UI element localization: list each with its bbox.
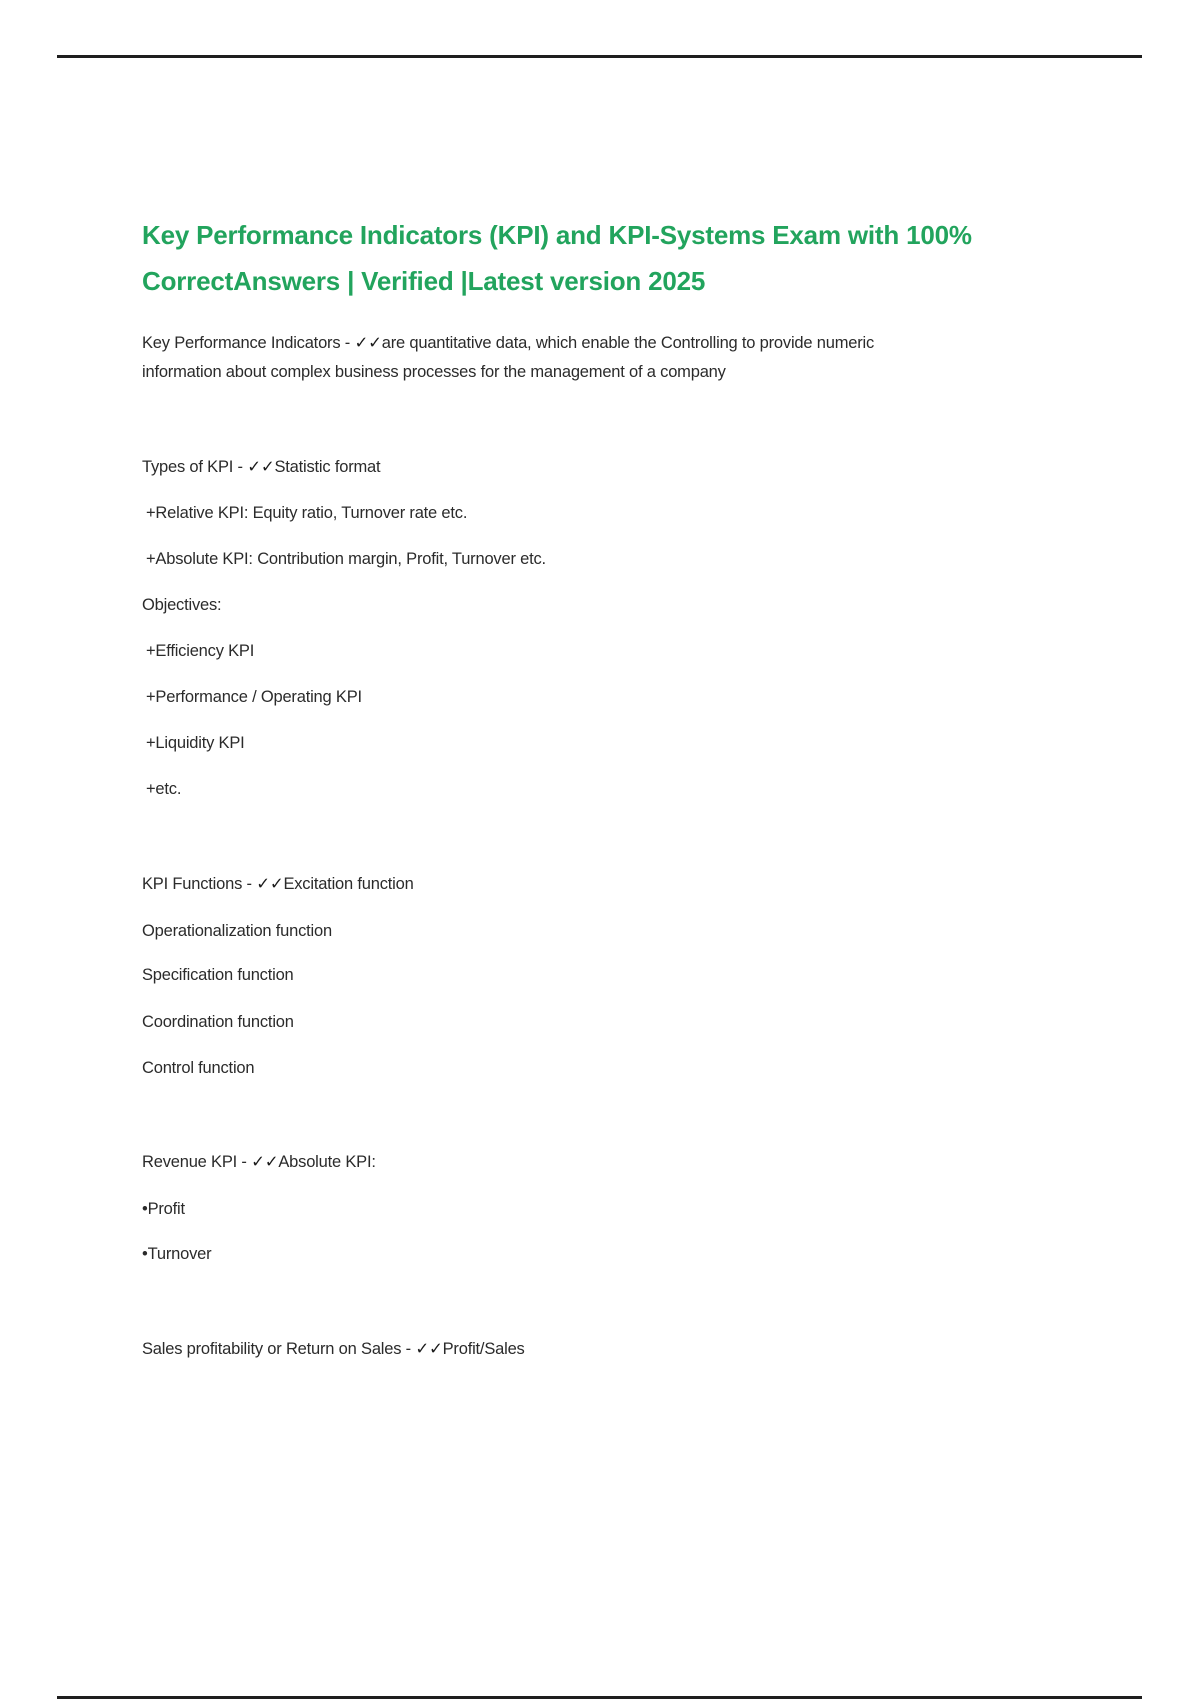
list-item: Specification function bbox=[142, 966, 294, 984]
list-item: Operationalization function bbox=[142, 922, 332, 940]
entry-kpi-definition bbox=[142, 332, 874, 354]
title-line-1: Key Performance Indicators (KPI) and KPI-Systems Exam with 100% bbox=[142, 220, 972, 250]
entry-term: Sales profitability or Return on Sales - bbox=[142, 1340, 416, 1358]
header-rule bbox=[57, 55, 1142, 58]
entry-term: Key Performance Indicators - bbox=[142, 334, 355, 352]
entry-answer: Statistic format bbox=[274, 458, 381, 476]
double-check-icon: ✓✓ bbox=[251, 1153, 279, 1171]
list-item: Coordination function bbox=[142, 1013, 294, 1031]
entry-answer-continuation: information about complex business processes for the management of a company bbox=[142, 363, 726, 381]
list-item: Control function bbox=[142, 1059, 255, 1077]
list-item: +Absolute KPI: Contribution margin, Profit, Turnover etc. bbox=[146, 550, 546, 568]
entry-term: KPI Functions - bbox=[142, 875, 257, 893]
footer-rule bbox=[57, 1696, 1142, 1699]
title-line-2: CorrectAnswers | Verified |Latest version 2025 bbox=[142, 266, 706, 296]
entry-kpi-functions bbox=[142, 873, 414, 895]
double-check-icon: ✓✓ bbox=[354, 334, 382, 352]
double-check-icon: ✓✓ bbox=[415, 1340, 443, 1358]
double-check-icon: ✓✓ bbox=[247, 458, 275, 476]
entry-answer: Excitation function bbox=[283, 875, 414, 893]
entry-types-of-kpi bbox=[142, 456, 380, 478]
entry-return-on-sales bbox=[142, 1338, 525, 1360]
list-subheading: Objectives: bbox=[142, 596, 222, 614]
entry-term: Types of KPI - bbox=[142, 458, 248, 476]
list-item: +Efficiency KPI bbox=[146, 642, 255, 660]
entry-term: Revenue KPI - bbox=[142, 1153, 252, 1171]
list-item: +Performance / Operating KPI bbox=[146, 688, 362, 706]
entry-answer: are quantitative data, which enable the Controlling to provide numeric bbox=[381, 334, 875, 352]
entry-answer: Absolute KPI: bbox=[278, 1153, 376, 1171]
double-check-icon: ✓✓ bbox=[256, 875, 284, 893]
bullet-item: •Profit bbox=[142, 1200, 185, 1218]
bullet-item: •Turnover bbox=[142, 1245, 212, 1263]
list-item: +etc. bbox=[146, 780, 182, 798]
entry-answer: Profit/Sales bbox=[442, 1340, 525, 1358]
list-item: +Relative KPI: Equity ratio, Turnover rate etc. bbox=[146, 504, 468, 522]
list-item: +Liquidity KPI bbox=[146, 734, 245, 752]
entry-revenue-kpi bbox=[142, 1151, 376, 1173]
document-title bbox=[142, 212, 1042, 304]
